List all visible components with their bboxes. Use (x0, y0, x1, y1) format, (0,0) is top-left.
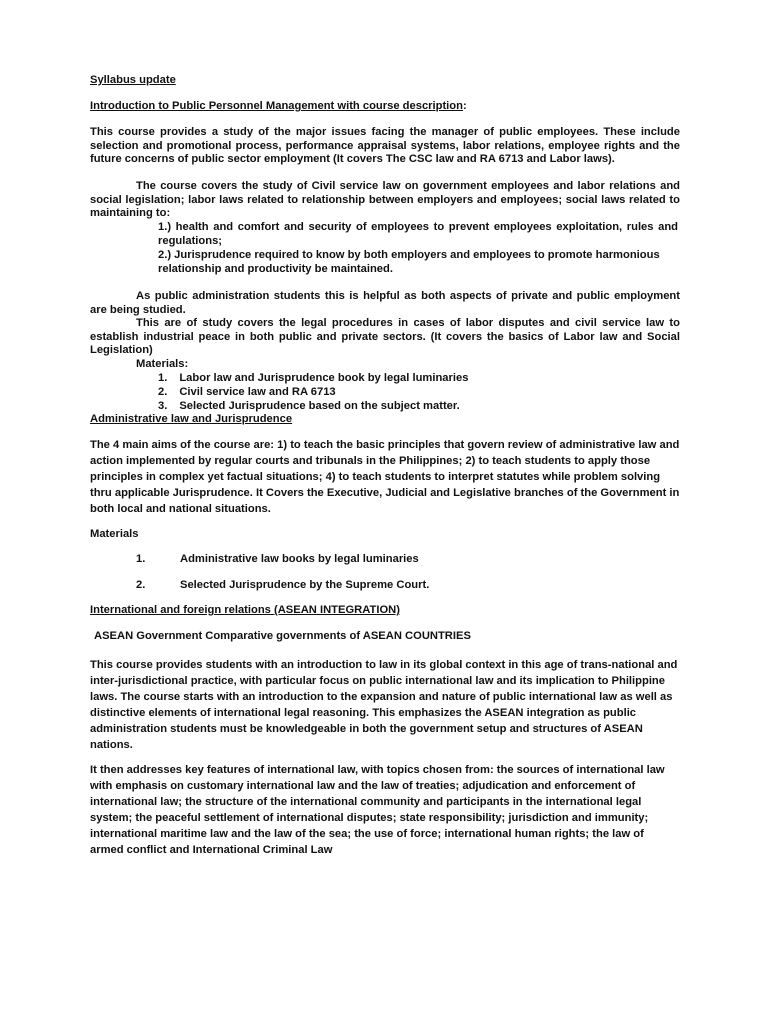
list-text: Selected Jurisprudence by the Supreme Court. (180, 579, 430, 591)
intro-heading-colon: : (462, 100, 467, 112)
intro-paragraph-2: The course covers the study of Civil service law on government employees and labor relations and social legislation; labor laws related to relationship between employers and employees; social laws related to maintaining to: (90, 180, 680, 220)
admin-heading: Administrative law and Jurisprudence (90, 413, 293, 425)
syllabus-update-title: Syllabus update (90, 74, 176, 86)
list-number: 2. (158, 386, 168, 398)
list-number: 1. (136, 553, 146, 565)
admin-paragraph-1: The 4 main aims of the course are: 1) to teach the basic principles that govern review of administrative law and action implemented by regular courts and tribunals in the Philippines; 2) to teach students to apply those principles in complex yet factual situations; 4) to teach students to interpret statutes while problem solving thru applicable Jurisprudence. It Covers the Executive, Judicial and Legislative branches of the Government in both local and national situations. (90, 439, 680, 515)
asean-paragraph-1: This course provides students with an introduction to law in its global context in this age of trans-national and inter-jurisdictional practice, with particular focus on public international law and its implication to Philippine laws. The course starts with an introduction to the expansion and nature of public international law as well as distinctive elements of international legal reasoning. This emphasizes the ASEAN integration as public administration students must be knowledgeable in both the government setup and structures of ASEAN nations. (90, 659, 678, 751)
list-number: 3. (158, 400, 168, 412)
list-text: Selected Jurisprudence based on the subject matter. (179, 400, 460, 412)
list-number: 2. (136, 579, 146, 591)
intro-materials-label: Materials: (136, 358, 189, 370)
intro-heading-line (90, 100, 680, 114)
intro-item-1: 1.) health and comfort and security of employees to prevent employees exploitation, rules and regulations; (158, 221, 678, 247)
list-text: Civil service law and RA 6713 (179, 386, 336, 398)
list-text: Labor law and Jurisprudence book by legal luminaries (179, 372, 469, 384)
intro-paragraph-4: This are of study covers the legal procedures in cases of labor disputes and civil service law to establish industrial peace in both public and private sectors. (It covers the basics of Labor law and Social Legislation) (90, 317, 680, 357)
list-item (158, 386, 336, 400)
list-text: Administrative law books by legal luminaries (180, 553, 419, 565)
admin-materials-label: Materials (90, 528, 139, 540)
international-heading: International and foreign relations (ASEAN INTEGRATION) (90, 604, 400, 616)
intro-item-2: 2.) Jurisprudence required to know by both employers and employees to promote harmonious relationship and productivity be maintained. (158, 249, 660, 275)
list-item (136, 553, 419, 567)
asean-heading: ASEAN Government Comparative governments of ASEAN COUNTRIES (94, 630, 471, 642)
intro-paragraph-1: This course provides a study of the major issues facing the manager of public employees. These include selection and promotional process, performance appraisal systems, labor relations, employee rights and the future concerns of public sector employment (It covers The CSC law and RA 6713 and Labor laws). (90, 126, 680, 166)
intro-heading: Introduction to Public Personnel Management with course description (90, 100, 463, 112)
list-item (158, 372, 468, 386)
list-item (158, 400, 460, 414)
asean-paragraph-2: It then addresses key features of international law, with topics chosen from: the sources of international law with emphasis on customary international law and the law of treaties; adjudication and enforcement of international law; the structure of the international community and participants in the international legal system; the peaceful settlement of international disputes; state responsibility; jurisdiction and immunity; international maritime law and the law of the sea; the use of force; international human rights; the law of armed conflict and International Criminal Law (90, 764, 665, 856)
intro-paragraph-3: As public administration students this is helpful as both aspects of private and public employment are being studied. (90, 290, 680, 316)
list-item (136, 579, 430, 593)
list-number: 1. (158, 372, 168, 384)
